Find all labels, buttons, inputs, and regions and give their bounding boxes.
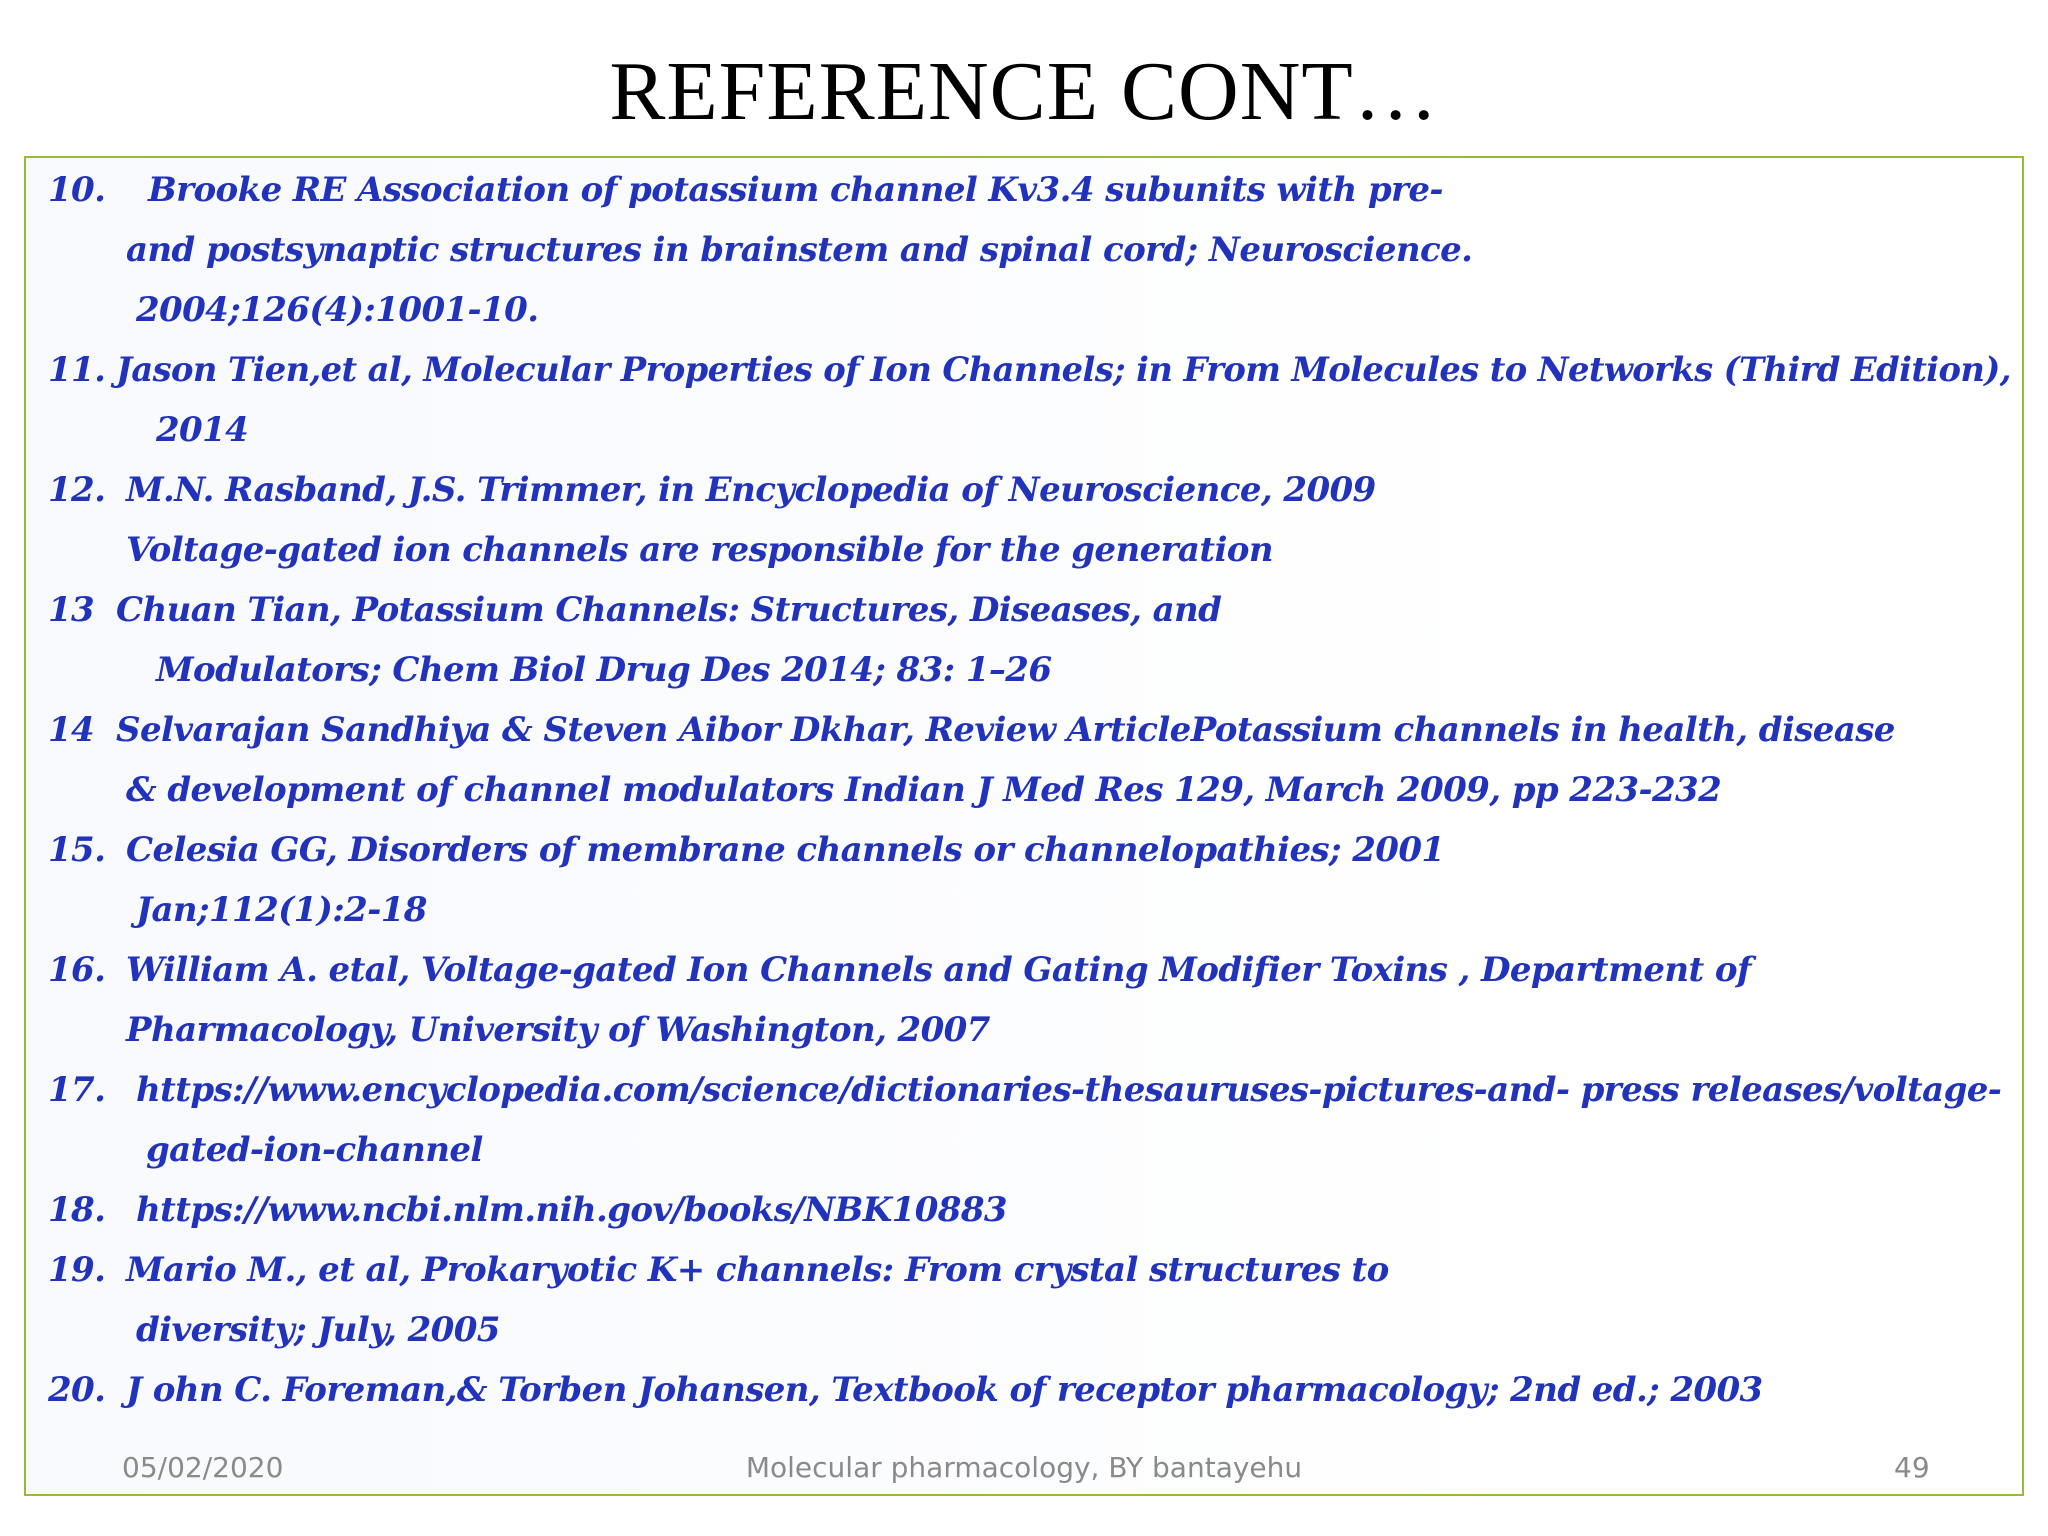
reference-number: 16. bbox=[48, 950, 106, 990]
reference-line: Brooke RE Association of potassium channel Kv3.4 subunits with pre- bbox=[148, 170, 1443, 210]
reference-line: Jan;112(1):2-18 bbox=[136, 890, 427, 930]
reference-number: 13 bbox=[48, 590, 95, 630]
reference-line: 2004;126(4):1001-10. bbox=[136, 290, 539, 330]
reference-line: Jason Tien,et al, Molecular Properties of Ion Channels; in From Molecules to Networks (Third Edition), bbox=[116, 350, 2011, 390]
footer-date: 05/02/2020 bbox=[122, 1451, 284, 1484]
reference-line: J ohn C. Foreman,& Torben Johansen, Textbook of receptor pharmacology; 2nd ed.; 2003 bbox=[126, 1370, 1763, 1410]
reference-line: Pharmacology, University of Washington, 2007 bbox=[126, 1010, 990, 1050]
reference-number: 20. bbox=[48, 1370, 106, 1410]
reference-number: 19. bbox=[48, 1250, 106, 1290]
reference-number: 11. bbox=[48, 350, 106, 390]
reference-line: Selvarajan Sandhiya & Steven Aibor Dkhar, Review ArticlePotassium channels in health, disease bbox=[116, 710, 1895, 750]
reference-line: Celesia GG, Disorders of membrane channels or channelopathies; 2001 bbox=[126, 830, 1445, 870]
reference-line: William A. etal, Voltage-gated Ion Channels and Gating Modifier Toxins , Department of bbox=[126, 950, 1751, 990]
reference-number: 14 bbox=[48, 710, 95, 750]
reference-line: Mario M., et al, Prokaryotic K+ channels: From crystal structures to bbox=[126, 1250, 1389, 1290]
slide-title: REFERENCE CONT… bbox=[609, 45, 1439, 138]
footer-presentation-title: Molecular pharmacology, BY bantayehu bbox=[745, 1451, 1303, 1484]
reference-line: Voltage-gated ion channels are responsible for the generation bbox=[126, 530, 1273, 570]
slide-number: 49 bbox=[1894, 1451, 1930, 1484]
reference-line: & development of channel modulators Indian J Med Res 129, March 2009, pp 223-232 bbox=[126, 770, 1722, 810]
reference-line: diversity; July, 2005 bbox=[136, 1310, 500, 1350]
reference-line: 2014 bbox=[156, 410, 249, 450]
reference-number: 12. bbox=[48, 470, 106, 510]
reference-number: 15. bbox=[48, 830, 106, 870]
reference-line: M.N. Rasband, J.S. Trimmer, in Encyclopedia of Neuroscience, 2009 bbox=[126, 470, 1376, 510]
reference-link[interactable]: gated-ion-channel bbox=[146, 1130, 483, 1170]
reference-line: Modulators; Chem Biol Drug Des 2014; 83: 1–26 bbox=[156, 650, 1052, 690]
reference-link[interactable]: https://www.encyclopedia.com/science/dictionaries-thesauruses-pictures-and- press releases/voltage- bbox=[136, 1070, 2002, 1110]
reference-number: 10. bbox=[48, 170, 106, 210]
reference-number: 18. bbox=[48, 1190, 106, 1230]
reference-line: and postsynaptic structures in brainstem and spinal cord; Neuroscience. bbox=[126, 230, 1473, 270]
reference-line: Chuan Tian, Potassium Channels: Structures, Diseases, and bbox=[116, 590, 1222, 630]
reference-link[interactable]: https://www.ncbi.nlm.nih.gov/books/NBK10883 bbox=[136, 1190, 1007, 1230]
reference-number: 17. bbox=[48, 1070, 106, 1110]
